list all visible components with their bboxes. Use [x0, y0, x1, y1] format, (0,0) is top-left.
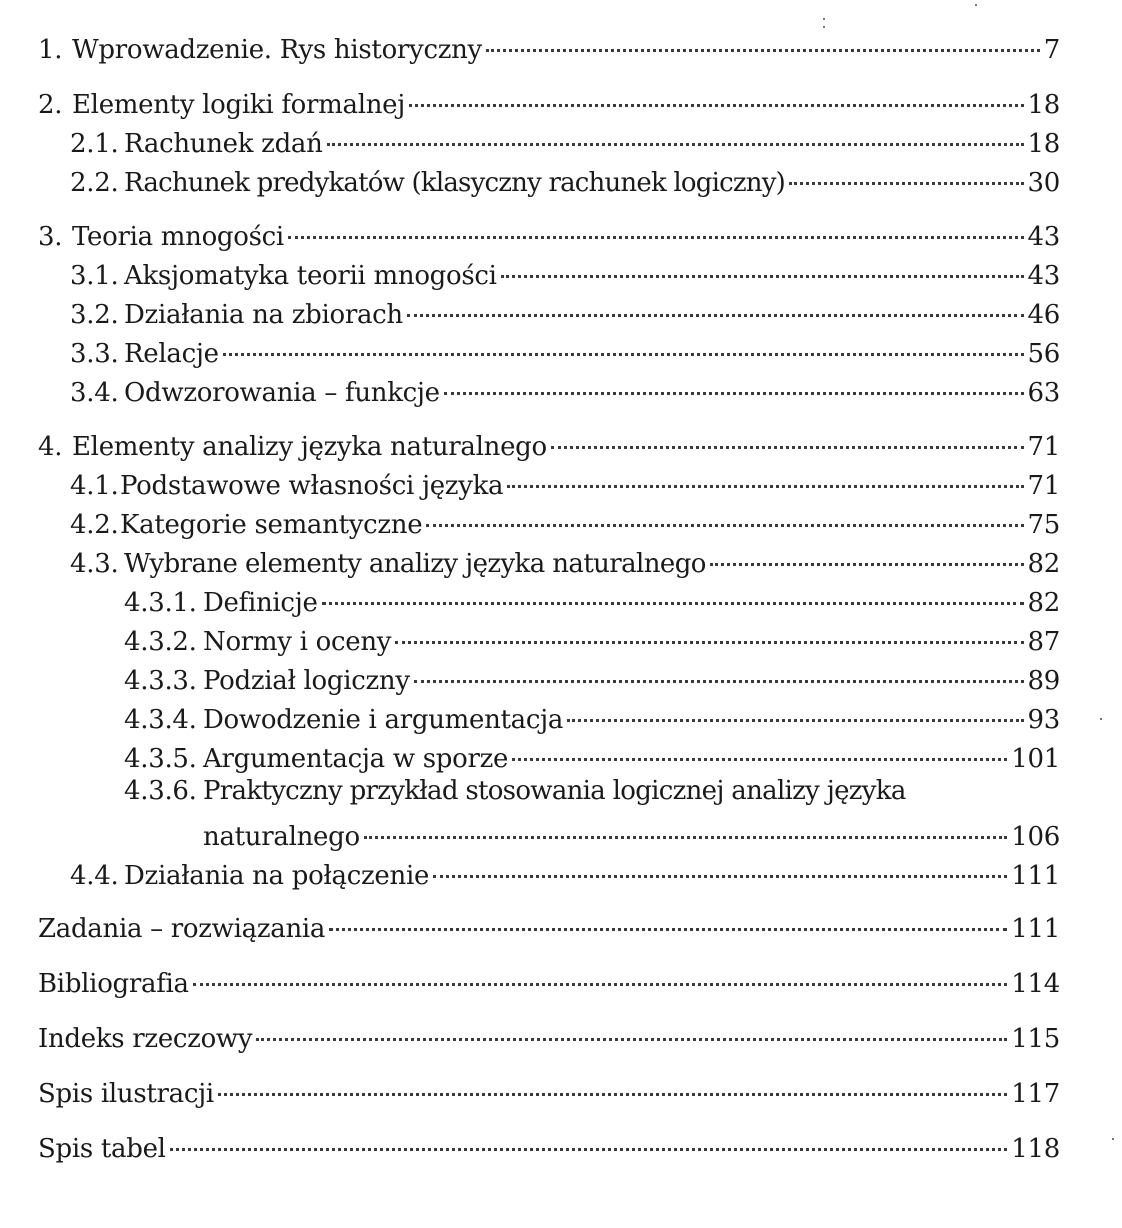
- toc-entry-title: Indeks rzeczowy: [38, 1024, 253, 1054]
- dot-leader: [407, 293, 1024, 323]
- toc-entry-title: Wprowadzenie. Rys historyczny: [72, 35, 482, 65]
- toc-entry-title: Spis ilustracji: [38, 1079, 214, 1109]
- toc-entry[interactable]: [124, 698, 1060, 737]
- toc-entry-continuation[interactable]: [203, 815, 1060, 854]
- toc-entry-title: Dowodzenie i argumentacja: [203, 705, 564, 735]
- toc-entry-page: 87: [1027, 627, 1060, 657]
- toc-entry-number: 4.3.: [70, 549, 119, 579]
- toc-entry-title: Podstawowe własności języka: [120, 471, 504, 501]
- toc-entry-number: 3.3.: [70, 339, 119, 369]
- toc-entry-number: 1.: [38, 35, 63, 65]
- toc-entry[interactable]: [124, 776, 1060, 815]
- toc-entry-page: 18: [1027, 129, 1060, 159]
- dot-leader: [193, 962, 1008, 992]
- toc-entry-page: 43: [1027, 261, 1060, 291]
- toc-entry-number: 2.2.: [70, 168, 119, 198]
- toc-entry[interactable]: [124, 659, 1060, 698]
- dot-leader: [551, 425, 1024, 455]
- toc-entry-page: 7: [1043, 35, 1060, 65]
- toc-entry-page: 111: [1011, 914, 1060, 944]
- toc-entry[interactable]: [70, 122, 1060, 161]
- toc-entry[interactable]: [70, 293, 1060, 332]
- dot-leader: [507, 464, 1023, 494]
- toc-entry[interactable]: [70, 371, 1060, 410]
- toc-entry[interactable]: [124, 737, 1060, 776]
- toc-entry[interactable]: [38, 962, 1060, 1001]
- toc-entry[interactable]: [38, 907, 1060, 946]
- toc-entry-page: 82: [1027, 588, 1060, 618]
- toc-entry-number: 3.4.: [70, 378, 119, 408]
- toc-entry-title: Rachunek predykatów (klasyczny rachunek logiczny): [124, 168, 785, 198]
- dot-leader: [322, 581, 1024, 611]
- toc-entry[interactable]: [70, 854, 1060, 893]
- scan-speck: [975, 4, 977, 6]
- toc-entry-number: 3.: [38, 222, 63, 252]
- toc-entry-page: 43: [1027, 222, 1060, 252]
- toc-entry-page: 30: [1027, 168, 1060, 198]
- toc-entry-page: 101: [1011, 744, 1060, 774]
- toc-entry-title: Praktyczny przykład stosowania logicznej analizy języka: [203, 776, 906, 806]
- dot-leader: [444, 371, 1024, 401]
- toc-entry[interactable]: [70, 332, 1060, 371]
- toc-entry-title: Argumentacja w sporze: [203, 744, 509, 774]
- toc-entry-page: 114: [1011, 969, 1060, 999]
- toc-entry-page: 18: [1027, 90, 1060, 120]
- toc-entry-title: Działania na zbiorach: [124, 300, 403, 330]
- toc-entry[interactable]: [38, 425, 1060, 464]
- scan-speck: [1100, 718, 1102, 720]
- toc-entry[interactable]: [70, 503, 1060, 542]
- toc-entry[interactable]: [124, 581, 1060, 620]
- toc-entry-page: 93: [1027, 705, 1060, 735]
- dot-leader: [512, 737, 1007, 767]
- toc-entry-page: 63: [1027, 378, 1060, 408]
- dot-leader: [223, 332, 1024, 362]
- toc-entry[interactable]: [38, 215, 1060, 254]
- toc-entry-title: Elementy analizy języka naturalnego: [72, 432, 547, 462]
- toc-entry-page: 106: [1011, 822, 1060, 852]
- toc-entry-number: 4.: [38, 432, 63, 462]
- toc-entry-page: 118: [1011, 1134, 1060, 1164]
- toc-entry[interactable]: [124, 620, 1060, 659]
- toc-entry-title: Zadania – rozwiązania: [38, 914, 326, 944]
- toc-entry-number: 4.3.1.: [124, 588, 197, 618]
- toc-entry[interactable]: [70, 464, 1060, 503]
- toc-entry-title: Rachunek zdań: [124, 129, 323, 159]
- dot-leader: [395, 620, 1023, 650]
- toc-entry-title: Podział logiczny: [203, 666, 410, 696]
- toc-entry-page: 56: [1027, 339, 1060, 369]
- toc-entry-number: 4.1.: [70, 471, 119, 501]
- toc-entry[interactable]: [70, 161, 1060, 200]
- toc-entry-title: Wybrane elementy analizy języka naturalnego: [124, 549, 706, 579]
- dot-leader: [426, 503, 1023, 533]
- toc-entry-number: 2.1.: [70, 129, 119, 159]
- toc-entry-number: 2.: [38, 90, 63, 120]
- toc-entry-page: 71: [1027, 471, 1060, 501]
- dot-leader: [501, 254, 1024, 284]
- toc-entry[interactable]: [38, 1017, 1060, 1056]
- dot-leader: [789, 161, 1024, 191]
- toc-entry-number: 4.3.5.: [124, 744, 197, 774]
- dot-leader: [567, 698, 1023, 728]
- toc-entry[interactable]: [38, 1072, 1060, 1111]
- toc-entry-page: 89: [1027, 666, 1060, 696]
- toc-entry-title: Elementy logiki formalnej: [72, 90, 406, 120]
- toc-entry-page: 75: [1027, 510, 1060, 540]
- dot-leader: [364, 815, 1007, 845]
- toc-entry-number: 4.3.2.: [124, 627, 197, 657]
- toc-entry-title: Aksjomatyka teorii mnogości: [124, 261, 497, 291]
- toc-entry[interactable]: [70, 254, 1060, 293]
- toc-entry-page: 115: [1011, 1024, 1060, 1054]
- toc-entry-number: 4.2.: [70, 510, 119, 540]
- dot-leader: [218, 1072, 1007, 1102]
- toc-entry[interactable]: [70, 542, 1060, 581]
- toc-entry-title: Teoria mnogości: [72, 222, 284, 252]
- dot-leader: [288, 215, 1024, 245]
- dot-leader: [256, 1017, 1007, 1047]
- toc-entry-title: Działania na połączenie: [124, 861, 430, 891]
- scan-speck: [823, 26, 825, 28]
- toc-entry-number: 4.3.4.: [124, 705, 197, 735]
- dot-leader: [329, 907, 1007, 937]
- dot-leader: [710, 542, 1024, 572]
- dot-leader: [414, 659, 1024, 689]
- toc-entry[interactable]: [38, 83, 1060, 122]
- scan-speck: [823, 18, 825, 20]
- toc-entry[interactable]: [38, 28, 1060, 67]
- toc-entry-page: 71: [1027, 432, 1060, 462]
- toc-entry-title: Bibliografia: [38, 969, 189, 999]
- toc-entry-page: 117: [1011, 1079, 1060, 1109]
- toc-entry-number: 3.1.: [70, 261, 119, 291]
- scan-speck: [1112, 1138, 1114, 1140]
- toc-entry-page: 46: [1027, 300, 1060, 330]
- toc-entry-number: 4.3.6.: [124, 776, 197, 806]
- toc-entry-number: 4.4.: [70, 861, 119, 891]
- dot-leader: [486, 28, 1040, 58]
- toc-entry-title-continuation: naturalnego: [203, 822, 360, 852]
- toc-entry-number: 4.3.3.: [124, 666, 197, 696]
- toc-entry-title: Normy i oceny: [203, 627, 392, 657]
- toc-entry-page: 111: [1011, 861, 1060, 891]
- toc-entry-number: 3.2.: [70, 300, 119, 330]
- toc-entry-title: Relacje: [124, 339, 219, 369]
- dot-leader: [327, 122, 1024, 152]
- dot-leader: [170, 1127, 1008, 1157]
- toc-entry-page: 82: [1027, 549, 1060, 579]
- toc-entry[interactable]: [38, 1127, 1060, 1166]
- dot-leader: [433, 854, 1007, 884]
- dot-leader: [409, 83, 1024, 113]
- toc-entry-title: Spis tabel: [38, 1134, 166, 1164]
- toc-entry-title: Definicje: [203, 588, 318, 618]
- toc-entry-title: Kategorie semantyczne: [120, 510, 423, 540]
- toc-entry-title: Odwzorowania – funkcje: [124, 378, 440, 408]
